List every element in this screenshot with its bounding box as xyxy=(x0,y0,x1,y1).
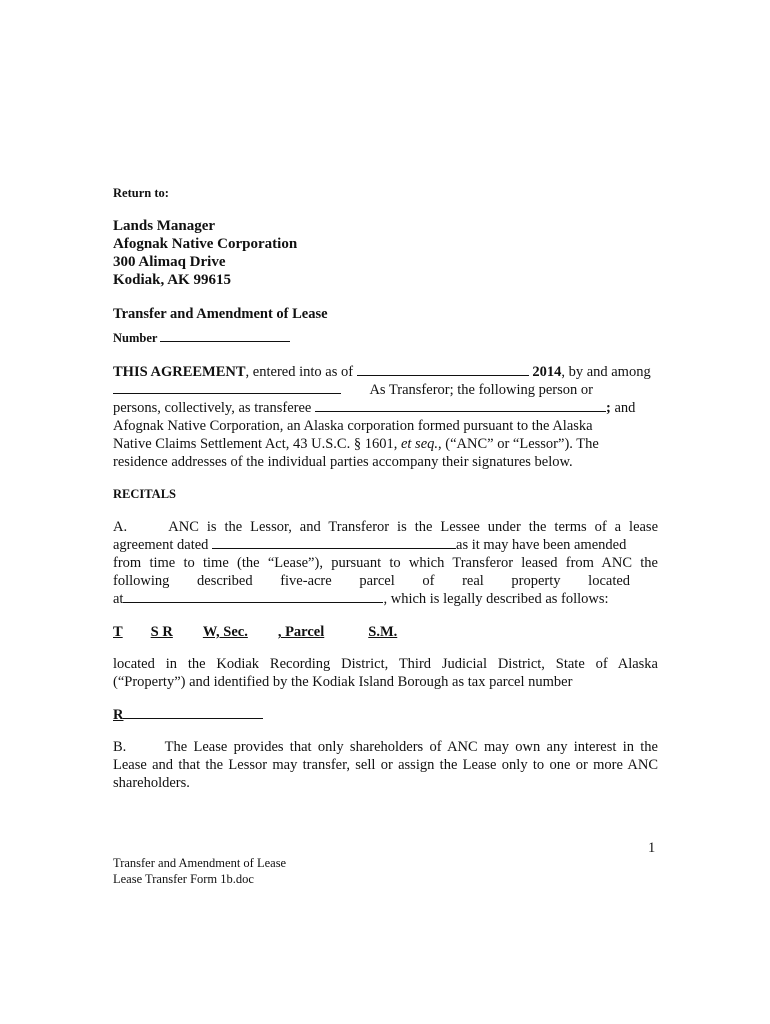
township-label: T xyxy=(113,624,123,640)
recital-b-line-3: shareholders. xyxy=(113,775,190,791)
located-line-1: located in the Kodiak Recording District, Third Judicial District, State of Alaska xyxy=(113,656,658,672)
recital-b-line-2: Lease and that the Lessor may transfer, sell or assign the Lease only to one or more ANC xyxy=(113,757,658,773)
recitals-heading: RECITALS xyxy=(113,487,176,501)
agreement-paragraph xyxy=(113,363,658,471)
tax-parcel-row xyxy=(113,706,658,724)
address-line-4: Kodiak, AK 99615 xyxy=(113,272,231,288)
agreement-lead: THIS AGREEMENT xyxy=(113,364,246,380)
range-label: S R xyxy=(150,624,173,640)
footer-line-2: Lease Transfer Form 1b.doc xyxy=(113,872,254,886)
lease-number-row xyxy=(113,329,658,346)
agreement-year: 2014 xyxy=(532,364,562,380)
document-footer xyxy=(113,855,658,887)
footer-line-1: Transfer and Amendment of Lease xyxy=(113,856,287,870)
transferee-semicolon: ; xyxy=(605,400,611,416)
persons-text: persons, collectively, as transferee xyxy=(113,400,312,416)
recital-a-line-1: ANC is the Lessor, and Transferor is the Lessee under the terms of a lease xyxy=(168,519,659,535)
recital-a-line-2a: agreement dated xyxy=(113,537,209,553)
agreement-by-among: , by and among xyxy=(561,364,651,380)
recital-a-line-4: following described five-acre parcel of real property located xyxy=(113,573,631,589)
return-to-label: Return to: xyxy=(113,186,169,200)
recital-b-line-1: The Lease provides that only shareholders of ANC may own any interest in the xyxy=(164,739,658,755)
number-label: Number xyxy=(113,331,158,345)
address-line-2: Afognak Native Corporation xyxy=(113,236,298,252)
lease-number-blank[interactable] xyxy=(160,329,290,342)
agreement-lead-rest: , entered into as of xyxy=(245,364,354,380)
lease-date-blank[interactable] xyxy=(212,536,456,549)
legal-description-row xyxy=(113,623,658,641)
meridian-label: S.M. xyxy=(368,624,398,640)
agreement-line-5b: , (“ANC” or “Lessor”). The xyxy=(438,436,599,452)
located-paragraph xyxy=(113,655,658,691)
tax-parcel-prefix: R xyxy=(113,707,124,723)
address-line-3: 300 Alimaq Drive xyxy=(113,254,226,270)
recital-a xyxy=(113,518,658,608)
and-text: and xyxy=(610,400,636,416)
address-line-1: Lands Manager xyxy=(113,218,216,234)
transferee-name-blank[interactable] xyxy=(315,399,606,412)
recital-b-label: B. xyxy=(113,739,127,755)
recital-a-label: A. xyxy=(113,519,128,535)
recital-a-line-2b: as it may have been amended xyxy=(456,537,627,553)
property-location-blank[interactable] xyxy=(123,590,383,603)
recital-a-line-5b: , which is legally described as follows: xyxy=(383,591,609,607)
recital-a-line-5a: at xyxy=(113,591,124,607)
section-label: W, Sec. xyxy=(202,624,248,640)
agreement-line-4: Afognak Native Corporation, an Alaska corporation formed pursuant to the Alaska xyxy=(113,418,593,434)
as-transferor-text: As Transferor; the following person or xyxy=(369,382,593,398)
page-number: 1 xyxy=(648,840,656,856)
et-seq-text: et seq. xyxy=(400,436,439,452)
agreement-date-blank[interactable] xyxy=(357,363,529,376)
parcel-label: , Parcel xyxy=(277,624,325,640)
tax-parcel-blank[interactable] xyxy=(123,706,263,719)
agreement-line-5a: Native Claims Settlement Act, 43 U.S.C. § 1601, xyxy=(113,436,401,452)
return-address xyxy=(113,217,658,289)
document-title: Transfer and Amendment of Lease xyxy=(113,306,328,322)
located-line-2: (“Property”) and identified by the Kodiak Island Borough as tax parcel number xyxy=(113,674,573,690)
recital-b xyxy=(113,738,658,792)
transferor-name-blank[interactable] xyxy=(113,381,341,394)
recital-a-line-3: from time to time (the “Lease”), pursuant to which Transferor leased from ANC the xyxy=(113,555,658,571)
agreement-line-6: residence addresses of the individual parties accompany their signatures below. xyxy=(113,454,573,470)
